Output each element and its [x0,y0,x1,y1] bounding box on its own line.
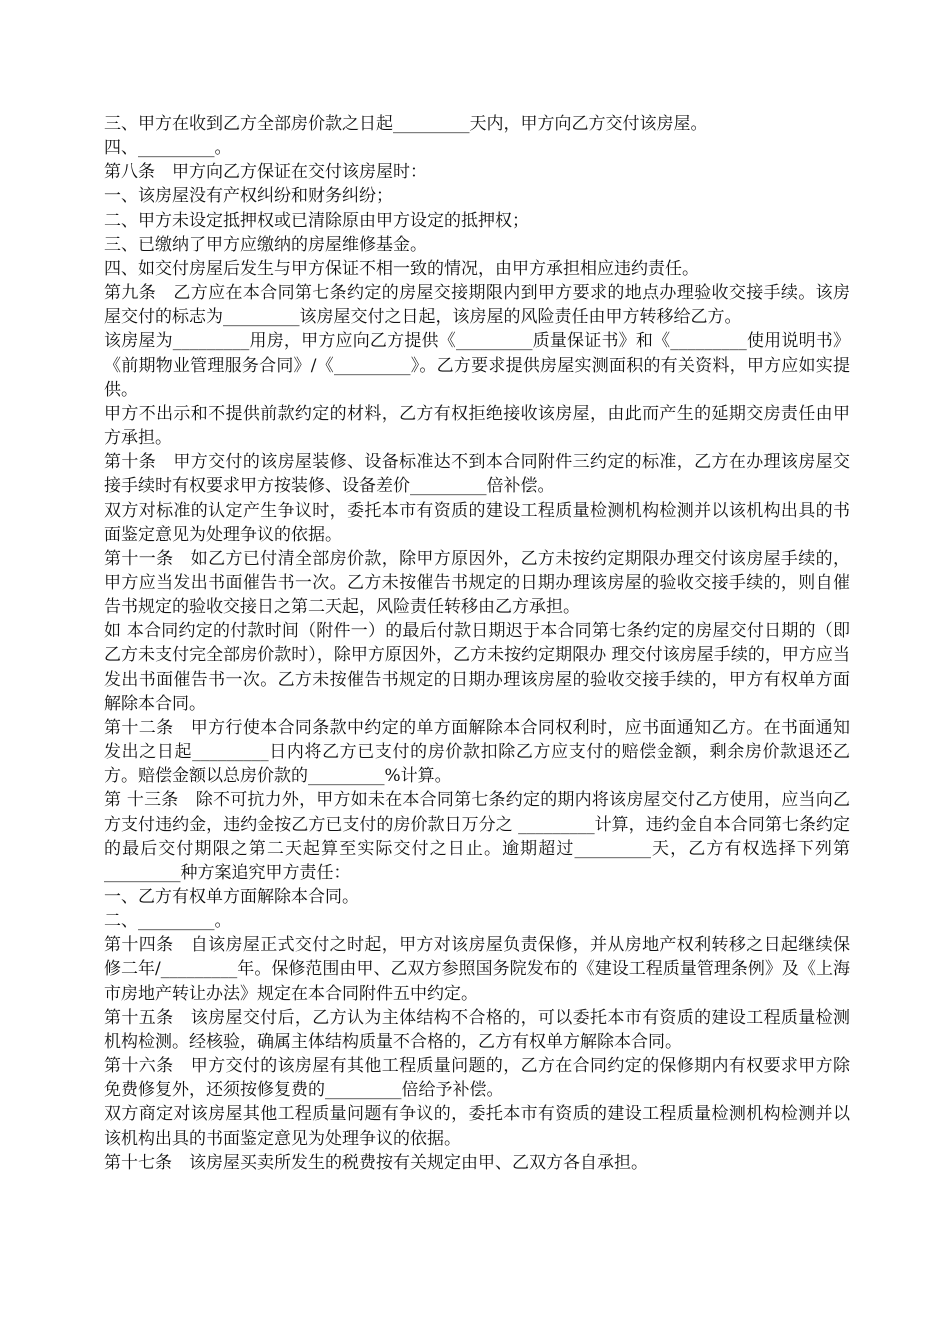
article-8-item-3: 三、已缴纳了甲方应缴纳的房屋维修基金。 [104,234,427,255]
article-13-option-1: 一、乙方有权单方面解除本合同。 [104,887,359,907]
article-11: 第十一条 如乙方已付清全部房价款，除甲方原因外，乙方未按约定期限办理交付该房屋手续的，甲方应当发出书面催告书一次。乙方未按催告书规定的日期办理该房屋的验收交接手续的，则自催告书规定的验收交接日之第二天起，风险责任转移由乙方承担。 [104,548,850,618]
article-11-payment-schedule: 如 本合同约定的付款时间（附件一）的最后付款日期迟于本合同第七条约定的房屋交付日期的（即乙方未支付完全部房价款时），除甲方原因外，乙方未按约定期限办 理交付该房屋手续的，甲方应当发出书面催告书一次。乙方未按催告书规定的日期办理该房屋的验收交接手续的，甲方有权单方面解除本合同。 [104,621,850,714]
paragraph-4-blank: 四、_________。 [104,138,232,159]
article-16: 第十六条 甲方交付的该房屋有其他工程质量问题的，乙方在合同约定的保修期内有权要求甲方除免费修复外，还须按修复费的_________倍给予补偿。 [104,1056,850,1101]
article-13-option-2: 二、_________。 [104,911,232,932]
article-9-documents: 该房屋为_________用房，甲方应向乙方提供《_________质量保证书》和《_________使用说明书》《前期物业管理服务合同》/《_________》。乙方要求提供房屋实测面积的有关资料，甲方应如实提供。 [104,331,850,400]
article-8-item-1: 一、该房屋没有产权纠纷和财务纠纷； [104,186,393,207]
article-12: 第十二条 甲方行使本合同条款中约定的单方面解除本合同权利时，应书面通知乙方。在书面通知发出之日起_________日内将乙方已支付的房价款扣除乙方应支付的赔偿金额，剩余房价款退还乙方。赔偿金额以总房价款的_________%计算。 [104,717,850,787]
article-10-dispute: 双方对标准的认定产生争议时，委托本市有资质的建设工程质量检测机构检测并以该机构出具的书面鉴定意见为处理争议的依据。 [104,500,850,545]
paragraph-3-clause-delivery-days: 三、甲方在收到乙方全部房价款之日起_________天内，甲方向乙方交付该房屋。 [104,114,708,134]
article-15: 第十五条 该房屋交付后，乙方认为主体结构不合格的，可以委托本市有资质的建设工程质量检测机构检测。经核验，确属主体结构质量不合格的，乙方有权单方解除本合同。 [104,1007,850,1052]
article-17: 第十七条 该房屋买卖所发生的税费按有关规定由甲、乙双方各自承担。 [104,1152,648,1173]
article-8-heading: 第八条 甲方向乙方保证在交付该房屋时： [104,162,427,183]
article-14: 第十四条 自该房屋正式交付之时起，甲方对该房屋负责保修，并从房地产权利转移之日起继续保修二年/_________年。保修范围由甲、乙双方参照国务院发布的《建设工程质量管理条例》及《上海市房地产转让办法》规定在本合同附件五中约定。 [104,935,850,1004]
article-8-item-2: 二、甲方未设定抵押权或已清除原由甲方设定的抵押权； [104,210,529,231]
article-16-dispute: 双方商定对该房屋其他工程质量问题有争议的，委托本市有资质的建设工程质量检测机构检测并以该机构出具的书面鉴定意见为处理争议的依据。 [104,1104,850,1149]
article-8-item-4: 四、如交付房屋后发生与甲方保证不相一致的情况，由甲方承担相应违约责任。 [104,258,699,279]
article-13: 第 十三条 除不可抗力外，甲方如未在本合同第七条约定的期内将该房屋交付乙方使用，应当向乙方支付违约金，违约金按乙方已支付的房价款日万分之 _________计算，违约金自本合同第七条约定的最后交付期限之第二天起算至实际交付之日止。逾期超过_________天，乙方有权选择下列第 _________种方案追究甲方责任： [104,790,850,883]
article-9: 第九条 乙方应在本合同第七条约定的房屋交接期限内到甲方要求的地点办理验收交接手续。该房屋交付的标志为_________该房屋交付之日起，该房屋的风险责任由甲方转移给乙方。 [104,283,850,328]
article-9-refusal: 甲方不出示和不提供前款约定的材料，乙方有权拒绝接收该房屋，由此而产生的延期交房责任由甲方承担。 [104,403,850,449]
article-10: 第十条 甲方交付的该房屋装修、设备标准达不到本合同附件三约定的标准，乙方在办理该房屋交接手续时有权要求甲方按装修、设备差价_________倍补偿。 [104,452,850,497]
